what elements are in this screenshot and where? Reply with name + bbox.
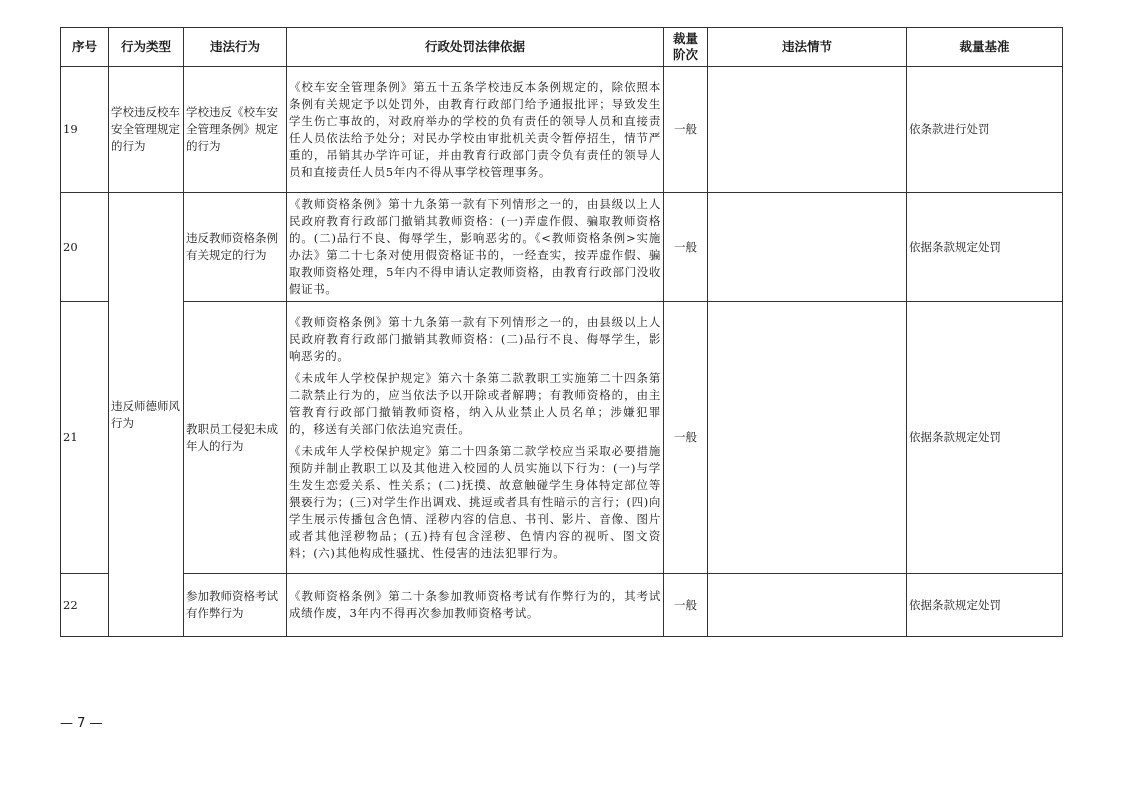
- header-serial: 序号: [61, 28, 109, 67]
- row-serial: 19: [61, 67, 109, 193]
- row-behavior-type: 学校违反校车安全管理规定的行为: [109, 67, 184, 193]
- row-violation: 违反教师资格条例有关规定的行为: [184, 193, 287, 302]
- header-violation: 违法行为: [184, 28, 287, 67]
- row-legal-basis: [287, 574, 664, 637]
- legal-basis-paragraph: 《未成年人学校保护规定》第六十条第二款教职工实施第二十四条第二款禁止行为的，应当依法予以开除或者解聘；有教师资格的，由主管教育行政部门撤销教师资格，纳入从业禁止人员名单；涉嫌犯罪的，移送有关部门依法追究责任。: [289, 370, 661, 436]
- header-behavior-type: 行为类型: [109, 28, 184, 67]
- table-header-row: [61, 28, 1063, 67]
- row-violation: 学校违反《校车安全管理条例》规定的行为: [184, 67, 287, 193]
- row-legal-basis: [287, 302, 664, 574]
- page-number: — 7 —: [60, 716, 103, 731]
- row-serial: 22: [61, 574, 109, 637]
- legal-basis-paragraph: 《教师资格条例》第十九条第一款有下列情形之一的，由县级以上人民政府教育行政部门撤销其教师资格：(二)品行不良、侮辱学生，影响恶劣的。: [289, 314, 661, 363]
- row-violation: 教职员工侵犯未成年人的行为: [184, 302, 287, 574]
- table-row: [61, 193, 1063, 302]
- row-standard: 依据条款规定处罚: [907, 193, 1063, 302]
- row-standard: 依据条款规定处罚: [907, 574, 1063, 637]
- table-row: [61, 67, 1063, 193]
- legal-basis-paragraph: 《未成年人学校保护规定》第二十四条第二款学校应当采取必要措施预防并制止教职工以及其他进入校园的人员实施以下行为：(一)与学生发生恋爱关系、性关系；(二)抚摸、故意触碰学生身体特定部位等猥亵行为；(三)对学生作出调戏、挑逗或者具有性暗示的言行；(四)向学生展示传播包含色情、淫秽内容的信息、书刊、影片、音像、图片或者其他淫秽物品；(五)持有包含淫秽、色情内容的视听、图文资料；(六)其他构成性骚扰、性侵害的违法犯罪行为。: [289, 443, 661, 560]
- row-circumstance: [708, 67, 907, 193]
- row-discretion-level: 一般: [664, 302, 708, 574]
- row-serial: 21: [61, 302, 109, 574]
- row-circumstance: [708, 574, 907, 637]
- row-legal-basis: [287, 193, 664, 302]
- table-row: [61, 574, 1063, 637]
- row-standard: 依条款进行处罚: [907, 67, 1063, 193]
- legal-basis-paragraph: 《教师资格条例》第十九条第一款有下列情形之一的，由县级以上人民政府教育行政部门撤销其教师资格：(一)弄虚作假、骗取教师资格的。(二)品行不良、侮辱学生，影响恶劣的。《<教师资格条例>实施办法》第二十七条对使用假资格证书的，一经查实，按弄虚作假、骗取教师资格处理，5年内不得申请认定教师资格，由教育行政部门没收假证书。: [289, 197, 661, 296]
- row-circumstance: [708, 193, 907, 302]
- table-row: [61, 302, 1063, 574]
- row-circumstance: [708, 302, 907, 574]
- row-discretion-level: 一般: [664, 574, 708, 637]
- penalty-discretion-table: [60, 27, 1063, 637]
- row-behavior-type: 违反师德师风行为: [109, 193, 184, 637]
- header-legal-basis: 行政处罚法律依据: [287, 28, 664, 67]
- row-legal-basis: [287, 67, 664, 193]
- header-standard: 裁量基准: [907, 28, 1063, 67]
- row-standard: 依据条款规定处罚: [907, 302, 1063, 574]
- header-circumstance: 违法情节: [708, 28, 907, 67]
- row-violation: 参加教师资格考试有作弊行为: [184, 574, 287, 637]
- row-discretion-level: 一般: [664, 67, 708, 193]
- legal-basis-paragraph: 《教师资格条例》第二十条参加教师资格考试有作弊行为的，其考试成绩作废，3年内不得再次参加教师资格考试。: [289, 589, 661, 620]
- row-discretion-level: 一般: [664, 193, 708, 302]
- header-discretion-level: 裁量 阶次: [664, 28, 708, 67]
- row-serial: 20: [61, 193, 109, 302]
- legal-basis-paragraph: 《校车安全管理条例》第五十五条学校违反本条例规定的，除依照本条例有关规定予以处罚外，由教育行政部门给予通报批评；导致发生学生伤亡事故的，对政府举办的学校的负有责任的领导人员和直接责任人员依法给予处分；对民办学校由审批机关责令暂停招生，情节严重的，吊销其办学许可证，并由教育行政部门责令负有责任的领导人员和直接责任人员5年内不得从事学校管理事务。: [289, 79, 661, 179]
